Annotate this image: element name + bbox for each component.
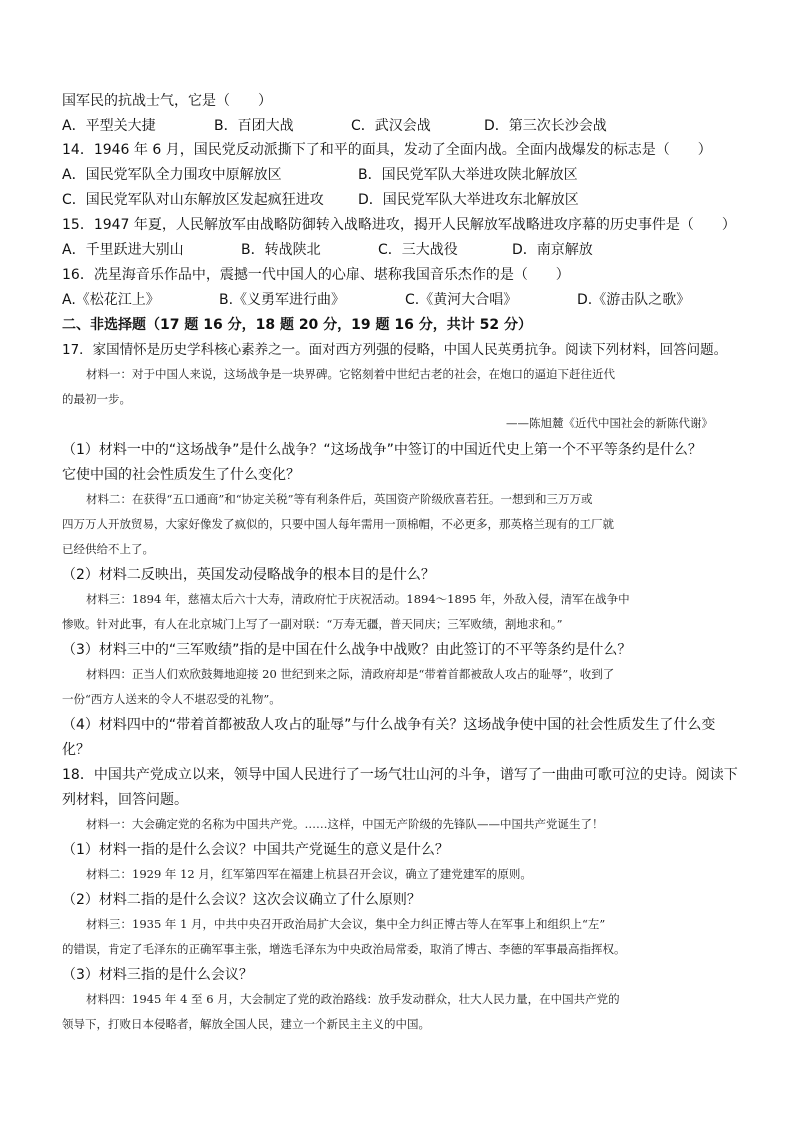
- q18-material-3-cont: 的错误，肯定了毛泽东的正确军事主张，增选毛泽东为中央政治局常委，取消了博古、李德的军事最高指挥权。: [62, 942, 626, 956]
- q14-option-a: A．国民党军队全力围攻中原解放区: [62, 167, 282, 183]
- q16-option-a: A.《松花江上》: [62, 292, 160, 308]
- q17-material-2: 材料二：在获得“五口通商”和“协定关税”等有利条件后，英国资产阶级欣喜若狂。一想到和三万万或: [86, 492, 593, 506]
- q17-sub-4-cont: 化？: [62, 742, 90, 758]
- q17-material-1-source: ——陈旭麓《近代中国社会的新陈代谢》: [506, 416, 713, 430]
- q14-stem: 14．1946 年 6 月，国民党反动派撕下了和平的面具，发动了全面内战。全面内战爆发的标志是（ ）: [62, 142, 712, 158]
- q18-material-1: 材料一：大会确定党的名称为中国共产党。……这样，中国无产阶级的先锋队——中国共产党诞生了！: [86, 817, 604, 831]
- q17-sub-4: （4）材料四中的“带着首都被敌人攻占的耻辱”与什么战争有关？这场战争使中国的社会性质发生了什么变: [62, 717, 716, 733]
- section-heading: 二、非选择题（17 题 16 分，18 题 20 分，19 题 16 分，共计 52 分）: [62, 317, 532, 333]
- q17-material-1-cont: 的最初一步。: [62, 392, 131, 406]
- q18-material-3: 材料三：1935 年 1 月，中共中央召开政治局扩大会议，集中全力纠正博古等人在军事上和组织上“左”: [86, 917, 606, 931]
- q17-material-3: 材料三：1894 年，慈禧太后六十大寿，清政府忙于庆祝活动。1894～1895 年，外敌入侵，清军在战争中: [86, 592, 630, 606]
- q16-stem: 16．冼星海音乐作品中，震撼一代中国人的心扉、堪称我国音乐杰作的是（ ）: [62, 267, 570, 283]
- q18-sub-3: （3）材料三指的是什么会议？: [62, 967, 253, 983]
- q18-material-4-cont: 领导下，打败日本侵略者，解放全国人民，建立一个新民主主义的中国。: [62, 1017, 430, 1031]
- q18-material-2: 材料二：1929 年 12 月，红军第四军在福建上杭县召开会议，确立了建党建军的原则。: [86, 867, 532, 881]
- q18-stem-cont: 列材料，回答问题。: [62, 792, 188, 808]
- q15-option-b: B．转战陕北: [241, 242, 321, 258]
- q17-material-4: 材料四：正当人们欢欣鼓舞地迎接 20 世纪到来之际，清政府却是“带着首都被敌人攻占的耻辱”，收到了: [86, 667, 615, 681]
- q13-option-c: C．武汉会战: [351, 118, 431, 134]
- q15-option-d: D．南京解放: [512, 242, 593, 258]
- q13-stem-tail: 国军民的抗战士气，它是（ ）: [62, 93, 272, 109]
- q17-sub-1: （1）材料一中的“这场战争”是什么战争？“这场战争”中签订的中国近代史上第一个不平等条约是什么？: [62, 442, 702, 458]
- q17-sub-2: （2）材料二反映出，英国发动侵略战争的根本目的是什么？: [62, 567, 435, 583]
- q13-option-b: B．百团大战: [214, 118, 294, 134]
- q16-option-b: B.《义勇军进行曲》: [219, 292, 346, 308]
- q17-material-4-cont: 一份“西方人送来的令人不堪忍受的礼物”。: [62, 692, 281, 706]
- q16-option-d: D.《游击队之歌》: [577, 292, 691, 308]
- q15-option-c: C．三大战役: [378, 242, 458, 258]
- q18-sub-2: （2）材料二指的是什么会议？这次会议确立了什么原则？: [62, 892, 421, 908]
- q14-option-d: D．国民党军队大举进攻东北解放区: [358, 192, 579, 208]
- q17-stem: 17．家国情怀是历史学科核心素养之一。面对西方列强的侵略，中国人民英勇抗争。阅读下列材料，回答问题。: [62, 342, 728, 358]
- q13-option-a: A．平型关大捷: [62, 118, 156, 134]
- q18-material-4: 材料四：1945 年 4 至 6 月，大会制定了党的政治路线：放手发动群众，壮大人民力量，在中国共产党的: [86, 992, 620, 1006]
- q17-sub-1-cont: 它使中国的社会性质发生了什么变化？: [62, 467, 300, 483]
- q15-option-a: A．千里跃进大别山: [62, 242, 184, 258]
- q17-material-1: 材料一：对于中国人来说，这场战争是一块界碑。它铭刻着中世纪古老的社会，在炮口的逼迫下赶往近代: [86, 367, 615, 381]
- q14-option-c: C．国民党军队对山东解放区发起疯狂进攻: [62, 192, 324, 208]
- q18-sub-1: （1）材料一指的是什么会议？中国共产党诞生的意义是什么？: [62, 842, 449, 858]
- q13-option-d: D．第三次长沙会战: [484, 118, 607, 134]
- q14-option-b: B．国民党军队大举进攻陕北解放区: [358, 167, 578, 183]
- q17-sub-3: （3）材料三中的“三军败绩”指的是中国在什么战争中战败？由此签订的不平等条约是什么？: [62, 642, 632, 658]
- q17-material-2-cont: 四万万人开放贸易，大家好像发了疯似的，只要中国人每年需用一顶棉帽，不必更多，那英格兰现有的工厂就: [62, 517, 614, 531]
- q17-material-2-cont2: 已经供给不上了。: [62, 542, 154, 556]
- q15-stem: 15．1947 年夏，人民解放军由战略防御转入战略进攻，揭开人民解放军战略进攻序幕的历史事件是（ ）: [62, 217, 736, 233]
- q17-material-3-cont: 惨败。针对此事，有人在北京城门上写了一副对联：“万寿无疆，普天同庆；三军败绩，割地求和。”: [62, 617, 563, 631]
- q18-stem: 18．中国共产党成立以来，领导中国人民进行了一场气壮山河的斗争，谱写了一曲曲可歌可泣的史诗。阅读下: [62, 767, 738, 783]
- q16-option-c: C.《黄河大合唱》: [405, 292, 518, 308]
